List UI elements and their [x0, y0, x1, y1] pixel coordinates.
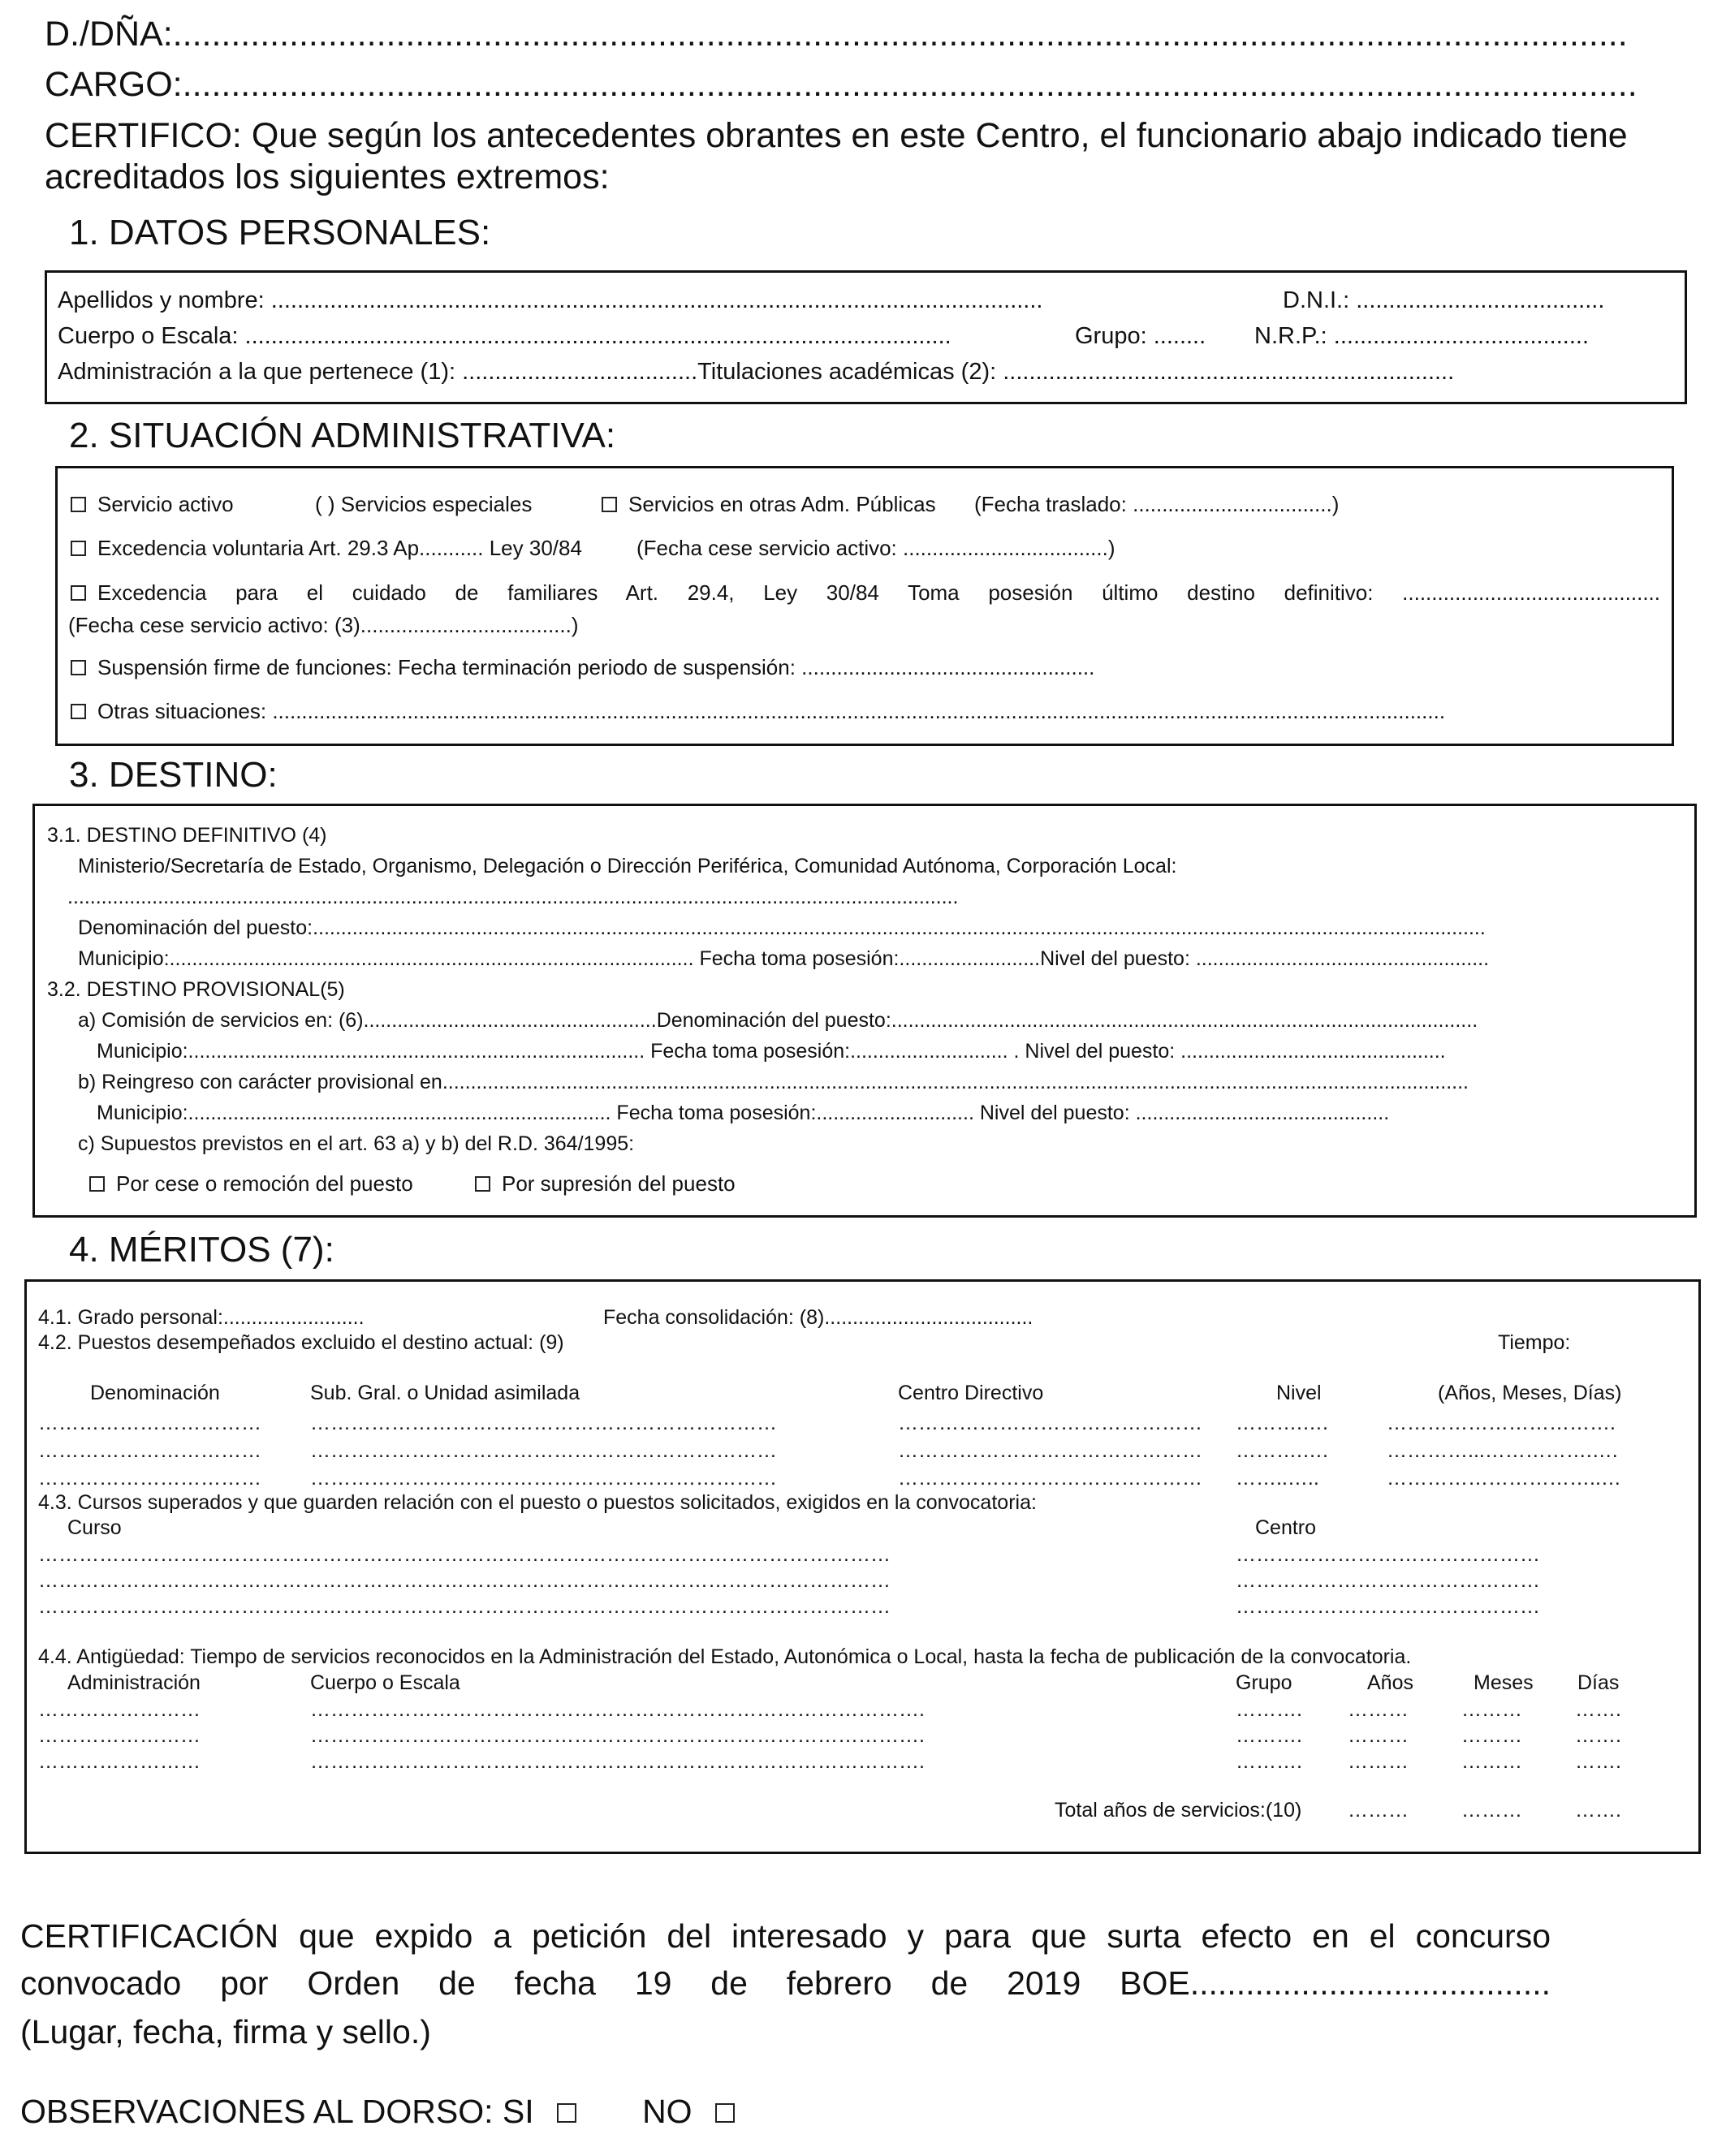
table-cell: ………………………………………: [1236, 1543, 1540, 1566]
supuestos-line: c) Supuestos previstos en el art. 63 a) y b) del R.D. 364/1995:: [78, 1132, 635, 1155]
table-cell: ……………………………: [38, 1412, 261, 1434]
servicios-especiales-option[interactable]: ( ) Servicios especiales: [315, 492, 533, 516]
certifico-line-1: CERTIFICO: Que según los antecedentes obrantes en este Centro, el funcionario abajo indicado tiene: [45, 116, 1628, 155]
total-years: ………: [1348, 1799, 1409, 1822]
cuerpo-field: Cuerpo o Escala: ............................................................................................................: [58, 323, 951, 349]
table-cell: ……………………: [38, 1698, 201, 1721]
table-cell: ……………………………: [38, 1467, 261, 1490]
checkbox-icon[interactable]: [602, 497, 617, 512]
fecha-cese-3-field: (Fecha cese servicio activo: (3)....................................): [68, 613, 579, 637]
servicio-activo-option[interactable]: Servicio activo: [71, 492, 234, 517]
table-cell: ………: [1461, 1724, 1522, 1747]
municipio-line-1: Municipio:............................................................................................. Fecha toma posesión:.........................Nivel del puesto: ....................................................: [78, 947, 1490, 970]
ministerio-dots: ..............................................................................................................................................................: [67, 886, 959, 908]
excedencia-voluntaria-option[interactable]: Excedencia voluntaria Art. 29.3 Ap........... Ley 30/84: [71, 536, 582, 561]
table-cell: ………………………………………: [1236, 1569, 1540, 1592]
table-cell: ……………………………: [38, 1439, 261, 1462]
table-cell: …….: [1575, 1750, 1621, 1773]
table-cell: ……………………………………………………………………………….: [310, 1724, 925, 1747]
table-cell: ………: [1348, 1724, 1409, 1747]
table-cell: ………………………………………: [898, 1412, 1202, 1434]
cese-option[interactable]: Por cese o remoción del puesto: [89, 1171, 413, 1197]
no-label: NO: [642, 2093, 693, 2130]
grado-line: 4.1. Grado personal:.........................: [38, 1306, 365, 1329]
column-header: Días: [1577, 1671, 1620, 1694]
municipio-line-2: Municipio:................................................................................. Fecha toma posesión:............................ . Nivel del puesto: ...............................................: [97, 1040, 1446, 1063]
section-4-title: 4. MÉRITOS (7):: [69, 1230, 334, 1270]
table-cell: …….: [1575, 1698, 1621, 1721]
apellidos-field: Apellidos y nombre: ......................................................................................................................: [58, 287, 1043, 313]
table-cell: ………………………………………………………………………………………………………………: [38, 1543, 891, 1566]
personal-data-box: [45, 270, 1687, 404]
excedencia-cuidado-option[interactable]: Excedencia para el cuidado de familiares Art. 29.4, Ley 30/84 Toma posesión último destino definitivo: ............................................: [71, 580, 1660, 606]
table-cell: ……………………………………………………………: [310, 1439, 777, 1462]
table-cell: …………………………..…: [1387, 1467, 1621, 1490]
table-cell: ……………………………………………………………: [310, 1467, 777, 1490]
table-cell: …………………………….: [1387, 1412, 1616, 1434]
total-months: ………: [1461, 1799, 1522, 1822]
column-header: Meses: [1474, 1671, 1534, 1694]
column-header: Sub. Gral. o Unidad asimilada: [310, 1382, 580, 1404]
column-header: Nivel: [1276, 1382, 1322, 1404]
table-cell: ……………………………………………………………………………….: [310, 1698, 925, 1721]
tiempo-label: Tiempo:: [1498, 1331, 1571, 1354]
column-header: Centro Directivo: [898, 1382, 1044, 1404]
puestos-heading: 4.2. Puestos desempeñados excluido el destino actual: (9): [38, 1331, 564, 1354]
checkbox-icon[interactable]: [71, 660, 86, 675]
table-cell: ………………………………………: [898, 1467, 1202, 1490]
table-cell: ………: [1461, 1698, 1522, 1721]
supresion-option[interactable]: Por supresión del puesto: [475, 1171, 736, 1197]
section-2-title: 2. SITUACIÓN ADMINISTRATIVA:: [69, 416, 616, 455]
table-cell: ……………………………………………………………: [310, 1412, 777, 1434]
table-cell: ………: [1461, 1750, 1522, 1773]
checkbox-icon[interactable]: [89, 1176, 105, 1192]
certificacion-line-1: CERTIFICACIÓN que expido a petición del interesado y para que surta efecto en el concurso: [20, 1917, 1551, 1955]
table-cell: ……..…..: [1236, 1467, 1319, 1490]
table-cell: ………………………………………………………………………………………………………………: [38, 1595, 891, 1618]
table-cell: ……….….: [1236, 1439, 1328, 1462]
destino-definitivo-heading: 3.1. DESTINO DEFINITIVO (4): [47, 824, 327, 847]
nrp-field: N.R.P.: .......................................: [1254, 323, 1590, 349]
table-cell: ………………………………………………………………………………………………………………: [38, 1569, 891, 1592]
table-cell: ……….: [1236, 1724, 1302, 1747]
certificacion-line-2: convocado por Orden de fecha 19 de febrero de 2019 BOE.......................................: [20, 1964, 1551, 2002]
table-cell: ………………………………………: [898, 1439, 1202, 1462]
ministerio-line: Ministerio/Secretaría de Estado, Organismo, Delegación o Dirección Periférica, Comunidad Autónoma, Corporación Local:: [78, 855, 1177, 877]
fecha-cese-field: (Fecha cese servicio activo: ...................................): [636, 536, 1115, 560]
observaciones-label: OBSERVACIONES AL DORSO: SI: [20, 2093, 534, 2130]
table-cell: ………: [1348, 1750, 1409, 1773]
observaciones-line: [20, 2093, 735, 2131]
column-header: Cuerpo o Escala: [310, 1671, 460, 1694]
meritos-box: [24, 1279, 1701, 1854]
column-header: (Años, Meses, Días): [1438, 1382, 1622, 1404]
table-cell: ……………………: [38, 1750, 201, 1773]
destino-provisional-heading: 3.2. DESTINO PROVISIONAL(5): [47, 978, 345, 1001]
cargo-line: CARGO:......................................................................................................................................................: [45, 65, 1638, 104]
otras-situaciones-option[interactable]: Otras situaciones: ........................................................................................................................................................................................................: [71, 699, 1445, 724]
table-cell: ……….: [1236, 1750, 1302, 1773]
table-cell: ………………………………………: [1236, 1595, 1540, 1618]
table-cell: ……………………………………………………………………………….: [310, 1750, 925, 1773]
fecha-traslado-field: (Fecha traslado: ..................................): [974, 492, 1340, 516]
municipio-line-3: Municipio:........................................................................... Fecha toma posesión:............................ Nivel del puesto: .............................................: [97, 1102, 1390, 1124]
section-3-title: 3. DESTINO:: [69, 755, 278, 795]
table-cell: ………: [1348, 1698, 1409, 1721]
antiguedad-heading: 4.4. Antigüedad: Tiempo de servicios reconocidos en la Administración del Estado, Autonómica o Local, hasta la fecha de publicación de la convocatoria.: [38, 1645, 1412, 1668]
table-cell: ……….….: [1236, 1412, 1328, 1434]
table-cell: ……….: [1236, 1698, 1302, 1721]
table-cell: …………...…………….….: [1387, 1439, 1618, 1462]
checkbox-icon[interactable]: [71, 704, 86, 719]
checkbox-icon[interactable]: [71, 497, 86, 512]
cursos-heading: 4.3. Cursos superados y que guarden relación con el puesto o puestos solicitados, exigidos en la convocatoria:: [38, 1491, 1037, 1514]
certifico-line-2: acreditados los siguientes extremos:: [45, 157, 610, 196]
table-cell: ……………………: [38, 1724, 201, 1747]
checkbox-icon[interactable]: [71, 541, 86, 556]
consolidacion-line: Fecha consolidación: (8).....................................: [603, 1306, 1033, 1329]
column-header: Grupo: [1236, 1671, 1292, 1694]
admin-situation-box: [55, 466, 1674, 746]
destino-box: [32, 804, 1697, 1218]
lugar-fecha-line: (Lugar, fecha, firma y sello.): [20, 2013, 431, 2050]
checkbox-icon[interactable]: [475, 1176, 490, 1192]
grupo-field: Grupo: ........: [1075, 323, 1206, 349]
total-label: Total años de servicios:(10): [1055, 1799, 1302, 1822]
otras-adm-option[interactable]: Servicios en otras Adm. Públicas: [602, 492, 936, 517]
administracion-field: Administración a la que pertenece (1): ....................................Titulaciones académicas (2): .....................................................................: [58, 359, 1455, 385]
denominacion-line: Denominación del puesto:................................................................................................................................................................................................................: [78, 916, 1486, 939]
dna-line: D./DÑA:......................................................................................................................................................: [45, 15, 1628, 54]
column-header: Centro: [1255, 1516, 1317, 1539]
suspension-option[interactable]: Suspensión firme de funciones: Fecha terminación periodo de suspensión: ..................................................: [71, 655, 1094, 680]
column-header: Curso: [67, 1516, 122, 1539]
column-header: Administración: [67, 1671, 201, 1694]
section-1-title: 1. DATOS PERSONALES:: [69, 213, 491, 252]
table-cell: …….: [1575, 1724, 1621, 1747]
comision-line: a) Comisión de servicios en: (6)....................................................Denominación del puesto:........................................................................................................: [78, 1009, 1478, 1032]
reingreso-line: b) Reingreso con carácter provisional en......................................................................................................................................................................................: [78, 1071, 1469, 1093]
si-checkbox-icon[interactable]: [557, 2103, 576, 2123]
total-days: …….: [1575, 1799, 1621, 1822]
no-checkbox-icon[interactable]: [715, 2103, 735, 2123]
dni-field: D.N.I.: ......................................: [1283, 287, 1605, 313]
column-header: Años: [1367, 1671, 1413, 1694]
column-header: Denominación: [90, 1382, 220, 1404]
checkbox-icon[interactable]: [71, 585, 86, 601]
